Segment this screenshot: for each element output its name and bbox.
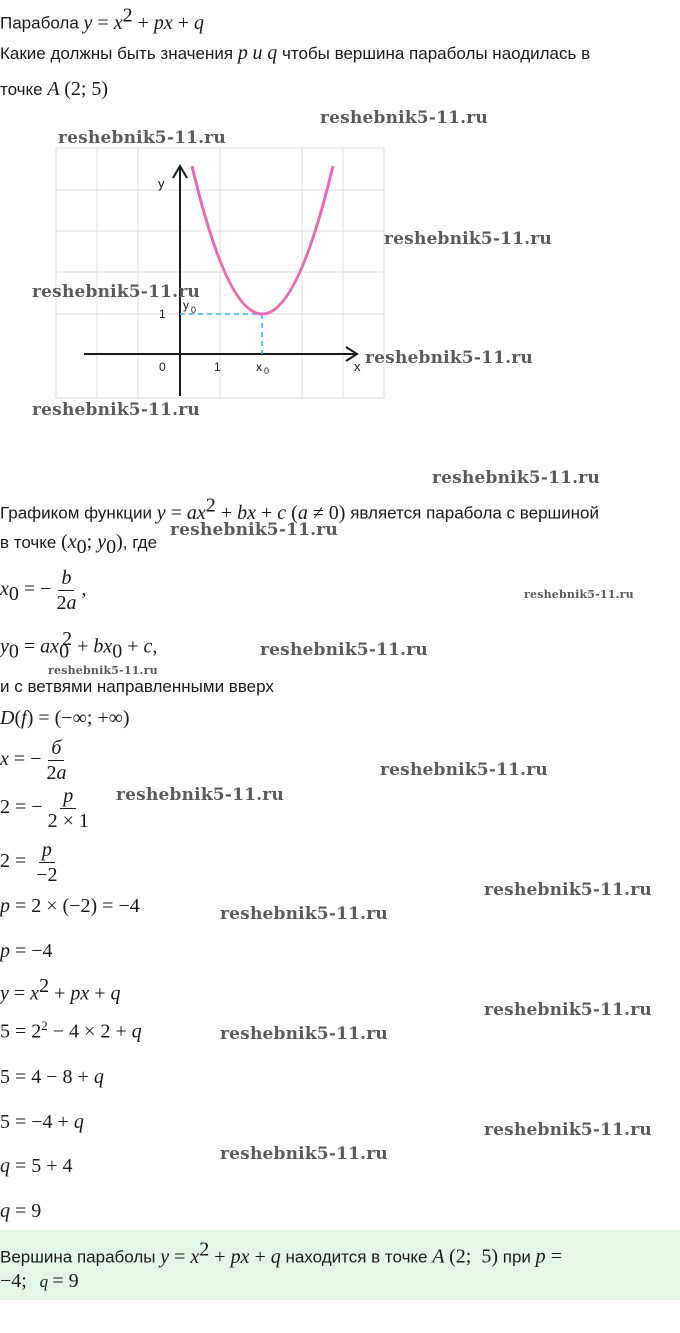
- step-2-eq-2: 2 = $\frac{p}{-2}$: [0, 839, 58, 886]
- point-a: A (2; 5): [47, 78, 109, 100]
- answer-line-2: −4; q = 9: [0, 1270, 79, 1292]
- answer-formula: $y = x^2$ + px + q: [160, 1238, 281, 1268]
- watermark: reshebnik5-11.ru: [220, 904, 388, 924]
- watermark: reshebnik5-11.ru: [58, 128, 226, 148]
- x-axis-label: x: [354, 359, 361, 374]
- watermark: reshebnik5-11.ru: [32, 282, 200, 302]
- point-word: точке: [0, 80, 43, 99]
- title-formula: $y = x^2$ + px + q: [83, 4, 205, 34]
- graph-text-2: является парабола с вершиной: [350, 503, 600, 523]
- step-p-calc: p = 2 × (−2) = −4: [0, 895, 140, 917]
- question-end: чтобы вершина параболы наодилась в: [282, 44, 591, 63]
- watermark: reshebnik5-11.ru: [260, 640, 428, 660]
- x0-label: x: [256, 360, 262, 374]
- watermark: reshebnik5-11.ru: [484, 1000, 652, 1020]
- watermark: reshebnik5-11.ru: [116, 785, 284, 805]
- var-p: p: [237, 42, 248, 64]
- step-2-eq-1: 2 = − $\frac{p}{2 \times 1}$: [0, 785, 89, 832]
- title-line: [0, 4, 204, 35]
- step-formula: $y = x^2$ + px + q: [0, 975, 121, 1005]
- watermark: reshebnik5-11.ru: [524, 588, 634, 601]
- x0-formula: $x_0$ = − $\frac{b}{2a}$ ,: [0, 567, 87, 614]
- var-q: q: [267, 42, 278, 64]
- question-and: и: [252, 42, 263, 64]
- one-y-label: 1: [159, 307, 166, 321]
- watermark: reshebnik5-11.ru: [484, 880, 652, 900]
- answer-part1: Вершина параболы: [0, 1247, 156, 1267]
- step-q-calc: q = 5 + 4: [0, 1155, 73, 1177]
- watermark: reshebnik5-11.ru: [32, 400, 200, 420]
- vertex-line: [0, 531, 157, 559]
- branches-text: и с ветвями направленными вверх: [0, 677, 274, 696]
- watermark: reshebnik5-11.ru: [384, 229, 552, 249]
- watermark: reshebnik5-11.ru: [484, 1120, 652, 1140]
- step-simplify: 5 = 4 − 8 + q: [0, 1066, 104, 1088]
- parabola-curve: [192, 166, 333, 314]
- point-line: [0, 78, 108, 101]
- graph-text-1: Графиком функции: [0, 503, 152, 523]
- step-q-result: q = 9: [0, 1200, 42, 1222]
- title-text: Парабола: [0, 13, 79, 33]
- y0-formula: $y_0 = ax_0^2 + bx_0 + c$,: [0, 628, 158, 663]
- step-subst: $5 = 2^2 - 4 \times 2 + q$: [0, 1018, 142, 1043]
- question-line: [0, 42, 590, 65]
- watermark: reshebnik5-11.ru: [320, 108, 488, 128]
- question-text: Какие должны быть значения: [0, 44, 234, 63]
- y0-label: y: [183, 298, 189, 312]
- watermark: reshebnik5-11.ru: [220, 1024, 388, 1044]
- answer-line-1: [0, 1238, 562, 1269]
- watermark: reshebnik5-11.ru: [380, 760, 548, 780]
- step-simplify-2: 5 = −4 + q: [0, 1111, 84, 1133]
- answer-point: A (2; 5): [432, 1245, 498, 1268]
- step-p-result: p = −4: [0, 940, 53, 962]
- watermark: reshebnik5-11.ru: [170, 520, 338, 540]
- y0-sub: 0: [191, 305, 197, 315]
- graph-text-4: , где: [122, 533, 158, 552]
- watermark: reshebnik5-11.ru: [432, 468, 600, 488]
- x0-sub: 0: [264, 366, 270, 376]
- general-formula: $y = ax^2$ + bx + c (a ≠ 0): [156, 494, 346, 524]
- x-vertex-formula: x = − $\frac{б}{2a}$: [0, 737, 67, 784]
- watermark: reshebnik5-11.ru: [220, 1144, 388, 1164]
- graph-text-3: в точке: [0, 533, 57, 552]
- y-axis-label: y: [158, 176, 165, 191]
- watermark: reshebnik5-11.ru: [365, 348, 533, 368]
- answer-p: p =: [535, 1245, 562, 1268]
- answer-part3: при: [502, 1247, 531, 1267]
- answer-part2: находится в точке: [285, 1247, 428, 1267]
- branches-line: [0, 677, 274, 697]
- origin-label: 0: [159, 360, 166, 374]
- watermark: reshebnik5-11.ru: [48, 664, 158, 677]
- domain-line: D(f) = (−∞; +∞): [0, 707, 130, 729]
- answer-box: [0, 1230, 680, 1300]
- one-x-label: 1: [214, 360, 221, 374]
- parabola-graph: [0, 120, 420, 420]
- vertex-coords: ($x_0$; $y_0$): [61, 531, 123, 558]
